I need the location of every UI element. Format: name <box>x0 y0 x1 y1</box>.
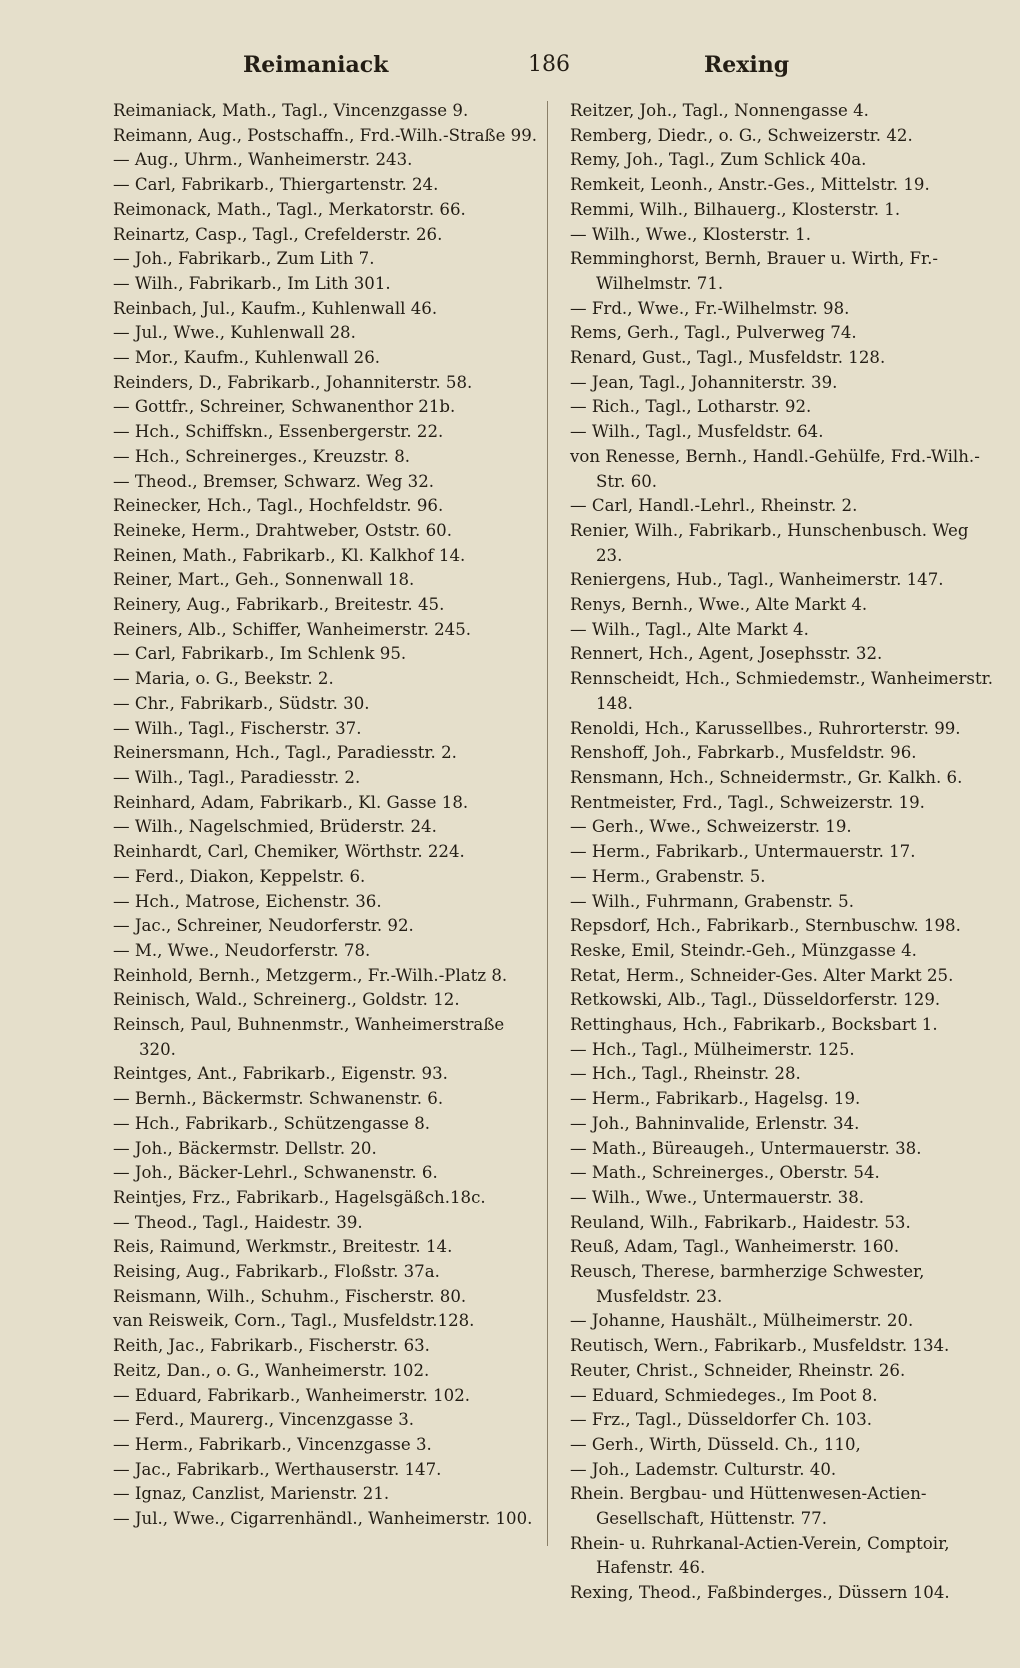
directory-entry: Retkowski, Alb., Tagl., Düsseldorferstr. 129. <box>570 990 941 1010</box>
directory-entry: — Jul., Wwe., Kuhlenwall 28. <box>113 323 356 343</box>
directory-entry: — Wilh., Fuhrmann, Grabenstr. 5. <box>570 891 855 911</box>
directory-entry: — Theod., Bremser, Schwarz. Weg 32. <box>113 471 435 491</box>
directory-entry: Rentmeister, Frd., Tagl., Schweizerstr. 19. <box>570 792 925 812</box>
directory-entry: Reinery, Aug., Fabrikarb., Breitestr. 45. <box>113 595 445 615</box>
directory-entry: — Wilh., Tagl., Fischerstr. 37. <box>113 718 362 738</box>
directory-entry: — Herm., Fabrikarb., Vincenzgasse 3. <box>113 1434 432 1454</box>
directory-entry: Reith, Jac., Fabrikarb., Fischerstr. 63. <box>113 1336 430 1356</box>
directory-entry: Reiner, Mart., Geh., Sonnenwall 18. <box>113 570 415 590</box>
directory-entry: — M., Wwe., Neudorferstr. 78. <box>113 940 371 960</box>
directory-entry: — Aug., Uhrm., Wanheimerstr. 243. <box>113 150 413 170</box>
directory-entry: — Joh., Bäckermstr. Dellstr. 20. <box>113 1138 377 1158</box>
directory-entry: — Herm., Grabenstr. 5. <box>570 866 766 886</box>
directory-entry: Reitzer, Joh., Tagl., Nonnengasse 4. <box>570 101 869 120</box>
directory-entry: — Carl, Handl.-Lehrl., Rheinstr. 2. <box>570 496 858 516</box>
directory-entry: Reusch, Therese, barmherzige Schwester, Musfeldstr. 23. <box>570 1262 925 1306</box>
directory-entry: Renier, Wilh., Fabrikarb., Hunschenbusch. Weg 23. <box>570 520 969 565</box>
directory-entry: — Wilh., Tagl., Musfeldstr. 64. <box>570 422 824 442</box>
directory-entry: — Johanne, Haushält., Mülheimerstr. 20. <box>570 1311 914 1331</box>
directory-entry: — Wilh., Fabrikarb., Im Lith 301. <box>113 273 391 293</box>
directory-entry: van Reisweik, Corn., Tagl., Musfeldstr.128. <box>113 1311 475 1331</box>
directory-entry: Reuß, Adam, Tagl., Wanheimerstr. 160. <box>570 1237 900 1257</box>
directory-entry: — Joh., Bäcker-Lehrl., Schwanenstr. 6. <box>113 1163 438 1183</box>
directory-entry: von Renesse, Bernh., Handl.-Gehülfe, Frd.-Wilh.-Str. 60. <box>570 446 980 491</box>
directory-entry: Reinders, D., Fabrikarb., Johanniterstr. 58. <box>113 372 473 392</box>
right-catchword: Rexing <box>704 52 790 78</box>
directory-entry: — Math., Büreaugeh., Untermauerstr. 38. <box>570 1138 922 1158</box>
directory-entry: — Ferd., Maurerg., Vincenzgasse 3. <box>113 1410 415 1430</box>
directory-entry: Reimaniack, Math., Tagl., Vincenzgasse 9. <box>113 101 469 120</box>
directory-entry: Reismann, Wilh., Schuhm., Fischerstr. 80. <box>113 1286 467 1306</box>
directory-entry: Reinecker, Hch., Tagl., Hochfeldstr. 96. <box>113 496 444 516</box>
directory-entry: Reintges, Ant., Fabrikarb., Eigenstr. 93. <box>113 1064 448 1084</box>
directory-entry: — Hch., Matrose, Eichenstr. 36. <box>113 891 382 911</box>
directory-entry: — Gerh., Wwe., Schweizerstr. 19. <box>570 817 852 837</box>
directory-entry: — Eduard, Fabrikarb., Wanheimerstr. 102. <box>113 1385 471 1405</box>
page-number: 186 <box>528 52 570 77</box>
directory-entry: Reimann, Aug., Postschaffn., Frd.-Wilh.-Straße 99. <box>113 125 538 145</box>
directory-entry: Reutisch, Wern., Fabrikarb., Musfeldstr. 134. <box>570 1336 950 1356</box>
directory-entry: — Bernh., Bäckermstr. Schwanenstr. 6. <box>113 1089 444 1109</box>
directory-entry: Reinhold, Bernh., Metzgerm., Fr.-Wilh.-Platz 8. <box>113 965 508 985</box>
directory-entry: Reintjes, Frz., Fabrikarb., Hagelsgäßch.18c. <box>113 1187 486 1207</box>
directory-entry: — Ferd., Diakon, Keppelstr. 6. <box>113 866 366 886</box>
directory-entry: — Hch., Tagl., Rheinstr. 28. <box>570 1064 801 1084</box>
directory-entry: Remy, Joh., Tagl., Zum Schlick 40a. <box>570 150 867 170</box>
directory-entry: Rennert, Hch., Agent, Josephsstr. 32. <box>570 644 883 664</box>
directory-entry: — Eduard, Schmiedeges., Im Poot 8. <box>570 1385 878 1405</box>
directory-entry: — Jac., Fabrikarb., Werthauserstr. 147. <box>113 1459 442 1479</box>
directory-entry: — Wilh., Tagl., Alte Markt 4. <box>570 619 809 639</box>
directory-entry: — Mor., Kaufm., Kuhlenwall 26. <box>113 348 381 368</box>
directory-entry: Reiners, Alb., Schiffer, Wanheimerstr. 245. <box>113 619 472 639</box>
directory-entry: Reinbach, Jul., Kaufm., Kuhlenwall 46. <box>113 298 438 318</box>
directory-entry: Rennscheidt, Hch., Schmiedemstr., Wanheimerstr. 148. <box>570 669 993 713</box>
directory-entry: Remminghorst, Bernh, Brauer u. Wirth, Fr.-Wilhelmstr. 71. <box>570 249 938 293</box>
directory-entry: Reitz, Dan., o. G., Wanheimerstr. 102. <box>113 1360 430 1380</box>
directory-entry: — Maria, o. G., Beekstr. 2. <box>113 669 334 689</box>
directory-entry: — Math., Schreinerges., Oberstr. 54. <box>570 1163 880 1183</box>
directory-entry: Reinartz, Casp., Tagl., Crefelderstr. 26. <box>113 224 443 244</box>
directory-entry: Rhein- u. Ruhrkanal-Actien-Verein, Comptoir, Hafenstr. 46. <box>570 1533 950 1578</box>
directory-entry: — Joh., Lademstr. Culturstr. 40. <box>570 1459 837 1479</box>
directory-entry: — Wilh., Wwe., Untermauerstr. 38. <box>570 1187 865 1207</box>
directory-entry: — Jean, Tagl., Johanniterstr. 39. <box>570 372 838 392</box>
directory-entry: — Wilh., Nagelschmied, Brüderstr. 24. <box>113 817 437 837</box>
directory-entry: Reinsch, Paul, Buhnenmstr., Wanheimerstraße 320. <box>113 1015 505 1059</box>
directory-entry: — Frz., Tagl., Düsseldorfer Ch. 103. <box>570 1410 873 1430</box>
directory-entry: — Theod., Tagl., Haidestr. 39. <box>113 1212 363 1232</box>
directory-entry: Rexing, Theod., Faßbinderges., Düssern 104. <box>570 1583 950 1603</box>
right-column <box>570 99 998 1606</box>
directory-entry: — Wilh., Wwe., Klosterstr. 1. <box>570 224 811 244</box>
directory-entry: — Jac., Schreiner, Neudorferstr. 92. <box>113 916 414 936</box>
directory-entry: — Jul., Wwe., Cigarrenhändl., Wanheimerstr. 100. <box>113 1509 533 1529</box>
directory-entry: — Gottfr., Schreiner, Schwanenthor 21b. <box>113 397 456 417</box>
directory-entry: — Hch., Schiffskn., Essenbergerstr. 22. <box>113 422 444 442</box>
directory-entry: — Hch., Schreinerges., Kreuzstr. 8. <box>113 446 411 466</box>
directory-entry: — Rich., Tagl., Lotharstr. 92. <box>570 397 812 417</box>
directory-entry: — Herm., Fabrikarb., Untermauerstr. 17. <box>570 842 916 862</box>
directory-entry: — Carl, Fabrikarb., Thiergartenstr. 24. <box>113 175 439 195</box>
directory-entry: — Hch., Fabrikarb., Schützengasse 8. <box>113 1113 431 1133</box>
directory-entry: Reinersmann, Hch., Tagl., Paradiesstr. 2. <box>113 743 457 763</box>
left-column <box>113 99 541 1532</box>
directory-entry: Reis, Raimund, Werkmstr., Breitestr. 14. <box>113 1237 453 1257</box>
directory-entry: Rhein. Bergbau- und Hüttenwesen-Actien-Gesellschaft, Hüttenstr. 77. <box>570 1484 927 1529</box>
directory-entry: — Joh., Bahninvalide, Erlenstr. 34. <box>570 1113 860 1133</box>
directory-entry: — Gerh., Wirth, Düsseld. Ch., 110, <box>570 1434 861 1454</box>
directory-entry: Reniergens, Hub., Tagl., Wanheimerstr. 147. <box>570 570 944 590</box>
directory-entry: Renys, Bernh., Wwe., Alte Markt 4. <box>570 595 868 615</box>
directory-entry: Retat, Herm., Schneider-Ges. Alter Markt 25. <box>570 965 954 985</box>
directory-entry: Rensmann, Hch., Schneidermstr., Gr. Kalkh. 6. <box>570 767 963 787</box>
directory-entry: Renshoff, Joh., Fabrkarb., Musfeldstr. 96. <box>570 743 917 763</box>
directory-entry: Reimonack, Math., Tagl., Merkatorstr. 66. <box>113 199 466 219</box>
directory-entry: Repsdorf, Hch., Fabrikarb., Sternbuschw. 198. <box>570 916 961 936</box>
directory-entry: Rettinghaus, Hch., Fabrikarb., Bocksbart 1. <box>570 1015 938 1035</box>
directory-entry: Remkeit, Leonh., Anstr.-Ges., Mittelstr. 19. <box>570 175 930 195</box>
directory-entry: Reuter, Christ., Schneider, Rheinstr. 26. <box>570 1360 906 1380</box>
directory-entry: — Hch., Tagl., Mülheimerstr. 125. <box>570 1039 855 1059</box>
directory-entry: Remmi, Wilh., Bilhauerg., Klosterstr. 1. <box>570 199 901 219</box>
running-head <box>0 52 1020 88</box>
directory-entry: — Wilh., Tagl., Paradiesstr. 2. <box>113 767 361 787</box>
directory-entry: Reising, Aug., Fabrikarb., Floßstr. 37a. <box>113 1262 440 1282</box>
left-catchword: Reimaniack <box>243 52 389 78</box>
directory-entry: — Carl, Fabrikarb., Im Schlenk 95. <box>113 644 407 664</box>
directory-entry: Reinisch, Wald., Schreinerg., Goldstr. 12. <box>113 990 460 1010</box>
directory-entry: Reinhard, Adam, Fabrikarb., Kl. Gasse 18. <box>113 792 469 812</box>
directory-entry: Reuland, Wilh., Fabrikarb., Haidestr. 53. <box>570 1212 911 1232</box>
directory-entry: Rems, Gerh., Tagl., Pulverweg 74. <box>570 323 857 343</box>
directory-entry: Reske, Emil, Steindr.-Geh., Münzgasse 4. <box>570 940 917 960</box>
directory-entry: — Chr., Fabrikarb., Südstr. 30. <box>113 693 370 713</box>
column-divider <box>547 101 548 1546</box>
directory-entry: — Frd., Wwe., Fr.-Wilhelmstr. 98. <box>570 298 850 318</box>
directory-entry: Reineke, Herm., Drahtweber, Oststr. 60. <box>113 520 452 540</box>
directory-entry: Renoldi, Hch., Karussellbes., Ruhrorterstr. 99. <box>570 718 961 738</box>
directory-entry: Reinen, Math., Fabrikarb., Kl. Kalkhof 14. <box>113 545 466 565</box>
directory-entry: — Ignaz, Canzlist, Marienstr. 21. <box>113 1484 390 1504</box>
directory-entry: — Joh., Fabrikarb., Zum Lith 7. <box>113 249 375 269</box>
directory-entry: Remberg, Diedr., o. G., Schweizerstr. 42. <box>570 125 913 145</box>
directory-entry: Renard, Gust., Tagl., Musfeldstr. 128. <box>570 348 886 368</box>
directory-entry: — Herm., Fabrikarb., Hagelsg. 19. <box>570 1089 861 1109</box>
directory-entry: Reinhardt, Carl, Chemiker, Wörthstr. 224. <box>113 842 465 862</box>
